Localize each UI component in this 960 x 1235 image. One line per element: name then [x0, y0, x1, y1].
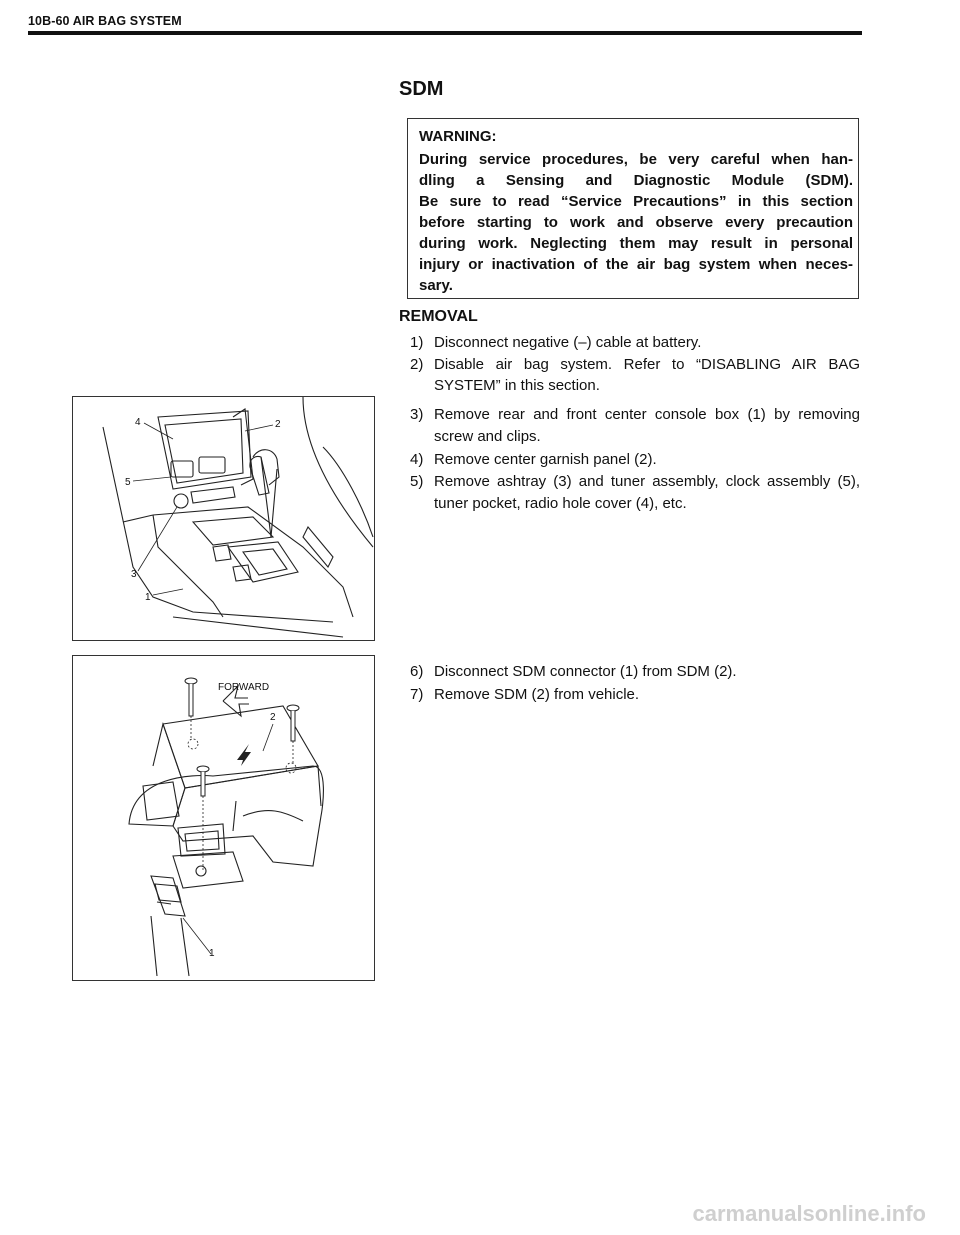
callout-label: 5	[125, 477, 131, 488]
step-number: 7)	[410, 686, 424, 703]
callout-label: 2	[270, 712, 276, 723]
console-illustration	[72, 396, 375, 641]
callout-label: 1	[145, 592, 151, 603]
callout-label: 2	[275, 419, 281, 430]
warning-title: WARNING:	[419, 128, 497, 145]
callout-label: 4	[135, 417, 141, 428]
section-title: SDM	[399, 78, 444, 100]
step-text: screw and clips.	[434, 428, 541, 445]
warning-line: injury or inactivation of the air bag system when neces-	[419, 256, 853, 273]
warning-line: dling a Sensing and Diagnostic Module (SDM).	[419, 172, 853, 189]
step-text: Remove SDM (2) from vehicle.	[434, 686, 640, 703]
sdm-illustration	[72, 655, 375, 981]
step-text: Disable air bag system. Refer to “DISABLING AIR BAG	[434, 356, 860, 373]
warning-box	[407, 118, 859, 299]
step-text: Remove rear and front center console box (1) by removing	[434, 406, 860, 423]
step-text: SYSTEM” in this section.	[434, 377, 600, 394]
forward-label: FORWARD	[218, 682, 270, 693]
header-rule	[28, 31, 862, 35]
step-text: Remove center garnish panel (2).	[434, 451, 657, 468]
step-text: Remove ashtray (3) and tuner assembly, clock assembly (5),	[434, 473, 860, 490]
warning-line: sary.	[419, 277, 453, 294]
step-text: tuner pocket, radio hole cover (4), etc.	[434, 495, 687, 512]
console-drawing	[73, 397, 374, 640]
warning-line: during work. Neglecting them may result in personal	[419, 235, 853, 252]
step-number: 5)	[410, 473, 424, 490]
step-number: 1)	[410, 334, 424, 351]
step-number: 4)	[410, 451, 424, 468]
step-text: Disconnect SDM connector (1) from SDM (2).	[434, 663, 737, 680]
sdm-drawing	[73, 656, 374, 980]
step-text: Disconnect negative (–) cable at battery.	[434, 334, 702, 351]
step-number: 6)	[410, 663, 424, 680]
callout-label: 1	[209, 948, 215, 959]
step-number: 3)	[410, 406, 424, 423]
page-header: 10B-60 AIR BAG SYSTEM	[28, 14, 182, 28]
callout-label: 3	[131, 569, 137, 580]
watermark: carmanualsonline.info	[692, 1201, 926, 1226]
direction-arrow-icon	[237, 744, 251, 766]
step-number: 2)	[410, 356, 424, 373]
warning-line: During service procedures, be very careful when han-	[419, 151, 853, 168]
warning-line: before starting to work and observe every precaution	[419, 214, 853, 231]
warning-line: Be sure to read “Service Precautions” in this section	[419, 193, 853, 210]
removal-heading: REMOVAL	[399, 308, 478, 325]
